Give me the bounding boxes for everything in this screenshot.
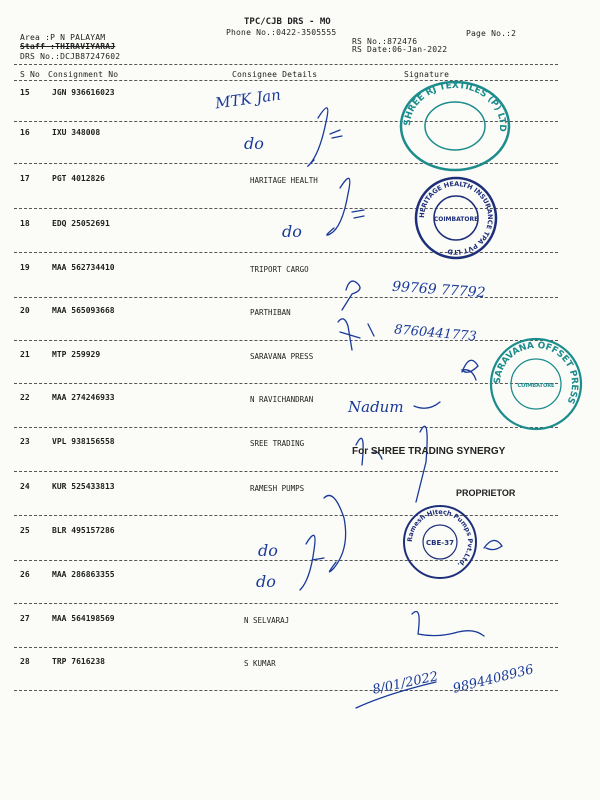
row-consignee: N RAVICHANDRAN [250, 395, 314, 404]
row-consignee: N SELVARAJ [244, 616, 290, 625]
shree-textiles-stamp [396, 78, 514, 174]
ramesh-stamp-center: CBE-37 [426, 539, 454, 547]
row-consignment: EDQ 25052691 [52, 219, 110, 228]
rs-date: RS Date:06-Jan-2022 [352, 45, 448, 54]
ditto-mark-row16 [308, 108, 328, 166]
heritage-stamp-center: COIMBATORE [433, 216, 479, 223]
row-consignment: JGN 936616023 [52, 88, 115, 97]
handwritten-ditto-row16: do [244, 134, 264, 153]
row-sno: 27 [20, 614, 30, 623]
handwritten-row15: MTK Jan [214, 85, 282, 113]
svg-text:SHREE RJ TEXTILES (P) LTD [403, 81, 507, 132]
drs-number: DRS No.:DCJB87247602 [20, 52, 121, 61]
row-sno: 28 [20, 657, 30, 666]
column-consignee: Consignee Details [232, 70, 318, 79]
ditto-mark-row25 [324, 496, 346, 572]
row-consignee: SARAVANA PRESS [250, 352, 314, 361]
row-sno: 21 [20, 350, 30, 359]
handwritten-sig-row22: Nadum [348, 398, 404, 416]
phone-number: Phone No.:0422-3505555 [226, 28, 337, 37]
sig-row20 [338, 319, 374, 350]
row-consignment: MTP 259929 [52, 350, 101, 359]
ditto-mark-row26 [300, 535, 315, 590]
row-sno: 15 [20, 88, 30, 97]
handwritten-date-row28: 8/01/2022 [371, 669, 440, 698]
row-consignment: MAA 286863355 [52, 570, 115, 579]
sig-row27 [412, 612, 484, 637]
row-sno: 26 [20, 570, 30, 579]
row-sno: 16 [20, 128, 30, 137]
row-consignment: BLR 495157286 [52, 526, 115, 535]
handwritten-phone-row19: 99769 77792 [391, 278, 486, 302]
sree-trading-stamp-line1: For SHREE TRADING SYNERGY [352, 446, 506, 457]
row-consignee: RAMESH PUMPS [250, 484, 305, 493]
row-sno: 17 [20, 174, 30, 183]
handwritten-ditto-row25: do [258, 541, 278, 560]
row-consignment: VPL 938156558 [52, 437, 115, 446]
column-signature: Signature [404, 70, 450, 79]
sree-trading-stamp-line2: PROPRIETOR [456, 488, 516, 498]
report-title: TPC/CJB DRS - MO [244, 17, 331, 27]
handwritten-phone-row20: 8760441773 [393, 322, 478, 345]
row-consignee: SREE TRADING [250, 439, 305, 448]
row-sno: 24 [20, 482, 30, 491]
heritage-health-stamp [414, 176, 498, 260]
column-sno: S No [20, 70, 41, 79]
row-consignment: KUR 525433813 [52, 482, 115, 491]
handwritten-phone-row28: 9894408936 [451, 662, 536, 697]
handwritten-ditto-row26: do [256, 572, 276, 591]
row-consignment: MAA 565093668 [52, 306, 115, 315]
page-number: Page No.:2 [466, 29, 517, 38]
handwritten-ditto-row18: do [282, 222, 302, 241]
row-consignee: S KUMAR [244, 659, 276, 668]
column-consignment: Consignment No [48, 70, 119, 79]
saravana-press-stamp [488, 336, 584, 432]
staff-label: Staff :THIRAVIYARAJ [20, 42, 116, 51]
row-sno: 22 [20, 393, 30, 402]
ramesh-stamp-text: Ramesh Hitech Pumps Pvt.Ltd. [405, 507, 475, 569]
saravana-stamp-center: COIMBATORE [517, 383, 555, 389]
row-consignee: PARTHIBAN [250, 308, 291, 317]
row-consignment: MAA 564198569 [52, 614, 115, 623]
row-sno: 18 [20, 219, 30, 228]
heritage-stamp-text: HERITAGE HEALTH INSURANCE TPA PVT LTD [417, 179, 495, 257]
row-consignment: MAA 562734410 [52, 263, 115, 272]
rs-number: RS No.:872476 [352, 37, 418, 46]
area-label: Area :P N PALAYAM [20, 33, 106, 42]
row-consignee: HARITAGE HEALTH [250, 176, 318, 185]
saravana-stamp-text: SARAVANA OFFSET PRESS [492, 340, 580, 406]
row-sno: 25 [20, 526, 30, 535]
row-consignment: TRP 7616238 [52, 657, 105, 666]
row-sno: 19 [20, 263, 30, 272]
ramesh-pumps-stamp [402, 504, 478, 580]
sig-row21 [462, 360, 478, 380]
row-consignee: TRIPORT CARGO [250, 265, 309, 274]
row-consignment: IXU 348008 [52, 128, 101, 137]
row-consignment: PGT 4012826 [52, 174, 105, 183]
shree-stamp-text: SHREE RJ TEXTILES (P) LTD [402, 80, 508, 132]
row-sno: 23 [20, 437, 30, 446]
sig-row19 [342, 281, 360, 310]
row-consignment: MAA 274246933 [52, 393, 115, 402]
ditto-mark-row18 [327, 178, 350, 235]
row-sno: 20 [20, 306, 30, 315]
